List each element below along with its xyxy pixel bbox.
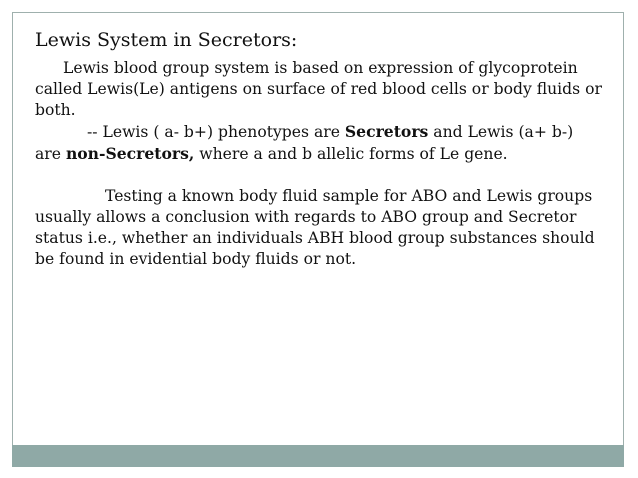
- paragraph-3-line-3: status i.e., whether an individuals ABH blood group substances should: [35, 229, 595, 247]
- paragraph-1-line-1: Lewis blood group system is based on expression of glycoprotein: [63, 59, 578, 77]
- blank-line: [35, 165, 605, 186]
- footer-bar: [12, 445, 624, 467]
- paragraph-2-line-2: [35, 143, 605, 165]
- slide-frame: [12, 12, 624, 467]
- paragraph-3-line-2: usually allows a conclusion with regards to ABO group and Secretor: [35, 208, 577, 226]
- paragraph-1-line-3: both.: [35, 101, 76, 119]
- paragraph-1-line-2: called Lewis(Le) antigens on surface of red blood cells or body fluids or: [35, 80, 602, 98]
- slide-content: [35, 27, 605, 270]
- paragraph-3-line-1: Testing a known body fluid sample for ABO and Lewis groups: [105, 187, 593, 205]
- paragraph-2-text-a: -- Lewis ( a- b+) phenotypes are: [87, 123, 345, 141]
- secretors-term: Secretors: [344, 122, 429, 141]
- paragraph-2-line-1: [35, 121, 605, 143]
- paragraph-2-line-2-text-c: where a and b allelic forms of Le gene.: [194, 145, 508, 163]
- slide-title: Lewis System in Secretors:: [35, 29, 298, 51]
- non-secretors-term: non-Secretors,: [65, 144, 195, 163]
- paragraph-2-line-2-text-a: are: [35, 145, 66, 163]
- paragraph-3-line-4: be found in evidential body fluids or not.: [35, 250, 357, 268]
- paragraph-2-text-c: and Lewis (a+ b-): [428, 123, 574, 141]
